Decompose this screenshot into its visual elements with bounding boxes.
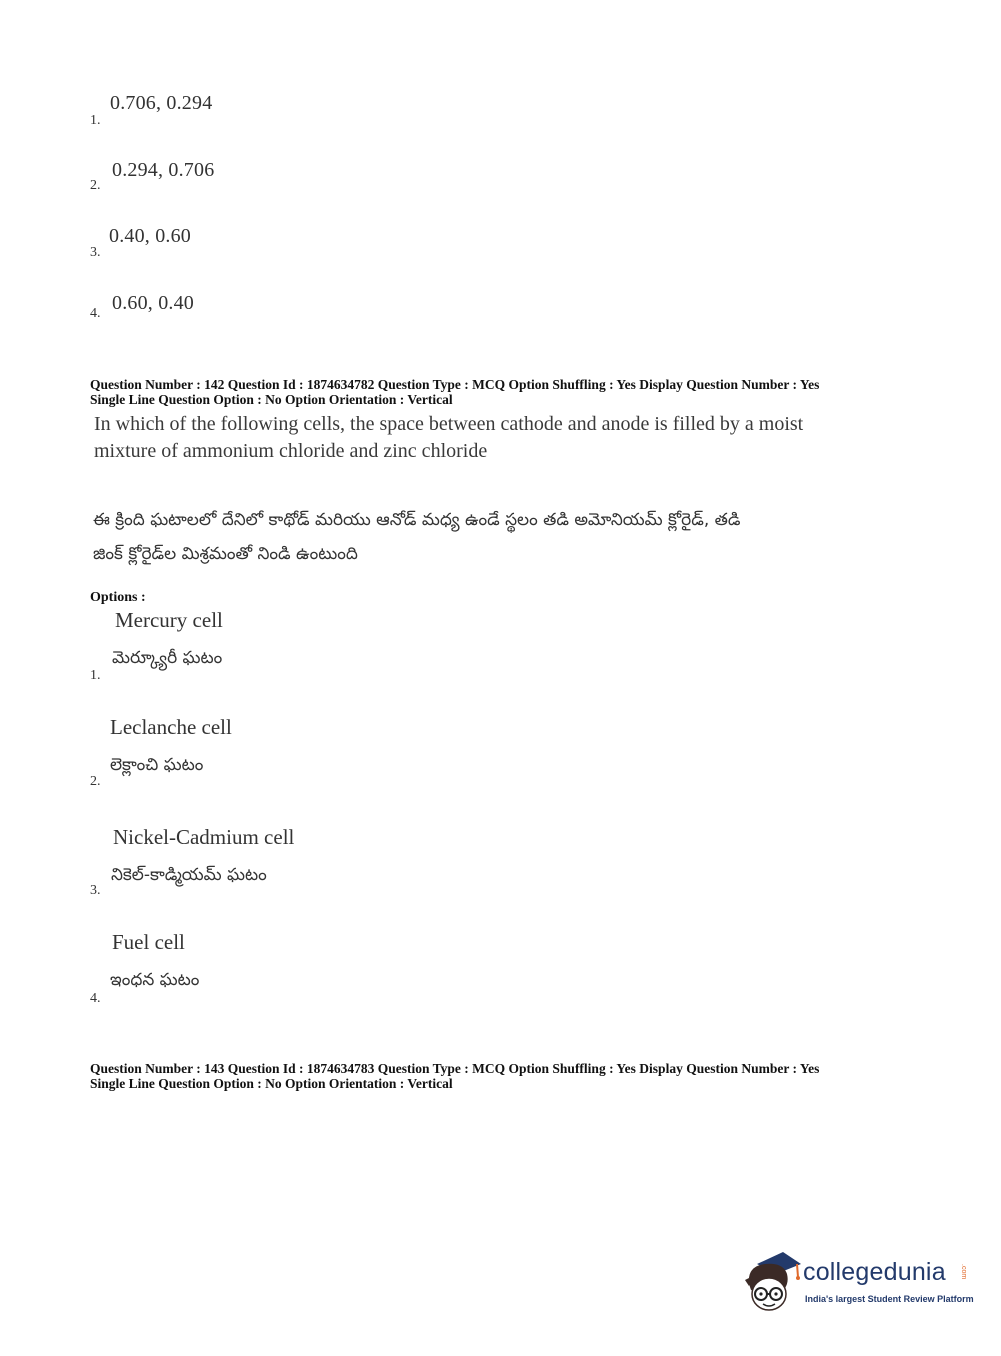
logo-com: .com bbox=[960, 1264, 967, 1280]
option-number: 1. bbox=[90, 668, 101, 683]
logo-tagline: India's largest Student Review Platform bbox=[805, 1294, 974, 1304]
options-label: Options : bbox=[90, 590, 146, 605]
collegedunia-logo[interactable] bbox=[743, 1250, 973, 1320]
option-text-telugu: నికెల్-కాడ్మియమ్ ఘటం bbox=[111, 865, 267, 885]
question-text-telugu bbox=[93, 503, 893, 571]
question-meta bbox=[90, 377, 819, 407]
mascot-icon bbox=[743, 1250, 805, 1320]
option-value: 0.706, 0.294 bbox=[110, 92, 213, 114]
option-text-english: Mercury cell bbox=[115, 608, 223, 632]
option-value: 0.60, 0.40 bbox=[112, 292, 194, 314]
option-number: 4. bbox=[90, 306, 101, 321]
question-meta-line: Question Number : 142 Question Id : 1874634782 Question Type : MCQ Option Shuffling : Yes Display Question Number : Yes bbox=[90, 377, 820, 392]
option-number: 3. bbox=[90, 245, 101, 260]
option-text-english: Fuel cell bbox=[112, 930, 185, 954]
question-meta-line: Single Line Question Option : No Option Orientation : Vertical bbox=[90, 1076, 453, 1091]
option-text-english: Leclanche cell bbox=[110, 715, 232, 739]
question-meta bbox=[90, 1061, 819, 1091]
option-value: 0.294, 0.706 bbox=[112, 159, 215, 181]
option-text-telugu: మెర్క్యూరీ ఘటం bbox=[112, 648, 223, 668]
question-text-english bbox=[94, 411, 894, 465]
option-number: 2. bbox=[90, 178, 101, 193]
question-text-line: In which of the following cells, the space between cathode and anode is filled by a moist bbox=[94, 413, 804, 435]
question-meta-line: Question Number : 143 Question Id : 1874634783 Question Type : MCQ Option Shuffling : Yes Display Question Number : Yes bbox=[90, 1061, 820, 1076]
option-text-english: Nickel-Cadmium cell bbox=[113, 825, 295, 849]
option-number: 4. bbox=[90, 991, 101, 1006]
question-text-line: ఈ క్రింది ఘటాలలో దేనిలో కాథోడ్ మరియు ఆనోడ్ మధ్య ఉండే స్థలం తడి అమోనియమ్ క్లోరైడ్, తడి bbox=[93, 510, 741, 530]
option-value: 0.40, 0.60 bbox=[109, 225, 191, 247]
option-text-telugu: ఇంధన ఘటం bbox=[110, 970, 200, 990]
logo-wordmark: collegedunia bbox=[803, 1258, 946, 1286]
question-meta-line: Single Line Question Option : No Option Orientation : Vertical bbox=[90, 392, 453, 407]
option-number: 3. bbox=[90, 883, 101, 898]
option-number: 1. bbox=[90, 113, 101, 128]
option-text-telugu: లెక్లాంచి ఘటం bbox=[110, 755, 204, 775]
question-text-line: mixture of ammonium chloride and zinc chloride bbox=[94, 440, 488, 462]
option-number: 2. bbox=[90, 774, 101, 789]
question-text-line: జింక్ క్లోరైడ్‌ల మిశ్రమంతో నిండి ఉంటుంది bbox=[93, 544, 358, 564]
